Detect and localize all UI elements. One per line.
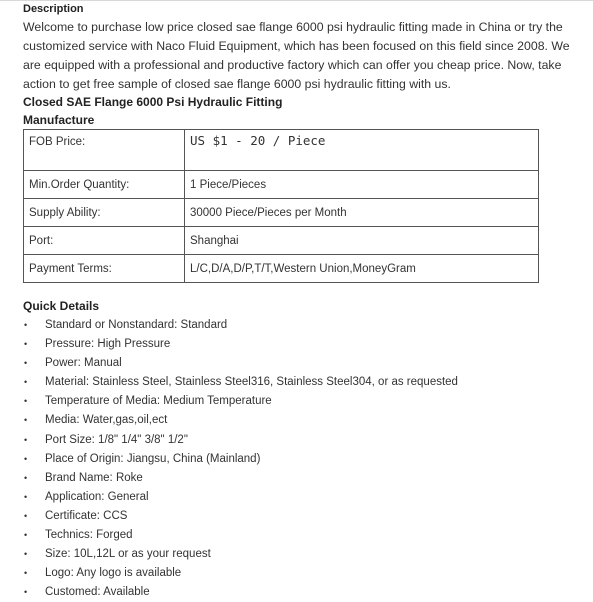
list-item bbox=[23, 507, 458, 526]
list-item bbox=[23, 564, 458, 583]
fob-price-key: FOB Price: bbox=[24, 130, 185, 171]
list-item-text: Size: 10L,12L or as your request bbox=[45, 548, 211, 561]
bullet-icon: • bbox=[24, 491, 28, 502]
bullet-icon: • bbox=[24, 415, 28, 426]
bullet-icon: • bbox=[24, 396, 28, 407]
list-item-text: Logo: Any logo is available bbox=[45, 567, 182, 580]
description-label: Description bbox=[23, 3, 84, 15]
port-key: Port: bbox=[24, 227, 185, 255]
spec-table bbox=[23, 129, 539, 283]
min-order-value: 1 Piece/Pieces bbox=[185, 171, 539, 199]
fob-price-value: US $1 - 20 / Piece bbox=[185, 130, 539, 171]
list-item bbox=[23, 316, 458, 335]
payment-terms-key: Payment Terms: bbox=[24, 255, 185, 283]
quick-details-label: Quick Details bbox=[23, 299, 100, 313]
list-item bbox=[23, 335, 458, 354]
table-row bbox=[24, 255, 539, 283]
list-item bbox=[23, 450, 458, 469]
supply-ability-value: 30000 Piece/Pieces per Month bbox=[185, 199, 539, 227]
list-item-text: Port Size: 1/8" 1/4" 3/8" 1/2" bbox=[45, 433, 188, 446]
product-title: Closed SAE Flange 6000 Psi Hydraulic Fitting bbox=[23, 95, 283, 109]
manufacture-label: Manufacture bbox=[23, 113, 95, 127]
list-item bbox=[23, 545, 458, 564]
table-row bbox=[24, 199, 539, 227]
list-item-text: Brand Name: Roke bbox=[45, 471, 143, 484]
list-item bbox=[23, 392, 458, 411]
quick-details-list bbox=[23, 316, 458, 602]
bullet-icon: • bbox=[24, 568, 28, 579]
bullet-icon: • bbox=[24, 358, 28, 369]
list-item-text: Material: Stainless Steel, Stainless Steel316, Stainless Steel304, or as requested bbox=[45, 376, 458, 389]
table-row bbox=[24, 171, 539, 199]
supply-ability-key: Supply Ability: bbox=[24, 199, 185, 227]
list-item-text: Pressure: High Pressure bbox=[45, 338, 171, 351]
list-item bbox=[23, 583, 458, 602]
list-item-text: Place of Origin: Jiangsu, China (Mainland) bbox=[45, 452, 261, 465]
bullet-icon: • bbox=[24, 339, 28, 350]
list-item bbox=[23, 488, 458, 507]
intro-paragraph: Welcome to purchase low price closed sae flange 6000 psi hydraulic fitting made in China or try the customized service with Naco Fluid Equipment, which has been focused on this field since 2008. We are equipped with a professional and productive factory which can offer you cheap price. Now, take action to get free sample of closed sae flange 6000 psi hydraulic fitting with us. bbox=[23, 20, 570, 91]
bullet-icon: • bbox=[24, 510, 28, 521]
list-item-text: Temperature of Media: Medium Temperature bbox=[45, 395, 272, 408]
list-item bbox=[23, 354, 458, 373]
list-item-text: Power: Manual bbox=[45, 357, 122, 370]
bullet-icon: • bbox=[24, 549, 28, 560]
table-row bbox=[24, 227, 539, 255]
payment-terms-value: L/C,D/A,D/P,T/T,Western Union,MoneyGram bbox=[185, 255, 539, 283]
bullet-icon: • bbox=[24, 434, 28, 445]
list-item bbox=[23, 469, 458, 488]
bullet-icon: • bbox=[24, 472, 28, 483]
list-item-text: Application: General bbox=[45, 490, 149, 503]
list-item-text: Technics: Forged bbox=[45, 529, 133, 542]
bullet-icon: • bbox=[24, 377, 28, 388]
list-item-text: Media: Water,gas,oil,ect bbox=[45, 414, 168, 427]
list-item-text: Customed: Available bbox=[45, 586, 150, 599]
top-divider bbox=[0, 0, 593, 1]
list-item bbox=[23, 373, 458, 392]
table-row bbox=[24, 130, 539, 171]
list-item-text: Standard or Nonstandard: Standard bbox=[45, 319, 228, 331]
list-item bbox=[23, 526, 458, 545]
bullet-icon: • bbox=[24, 587, 28, 598]
bullet-icon: • bbox=[24, 530, 28, 541]
port-value: Shanghai bbox=[185, 227, 539, 255]
bullet-icon: • bbox=[24, 320, 28, 330]
min-order-key: Min.Order Quantity: bbox=[24, 171, 185, 199]
bullet-icon: • bbox=[24, 453, 28, 464]
list-item bbox=[23, 431, 458, 450]
list-item-text: Certificate: CCS bbox=[45, 509, 128, 522]
list-item bbox=[23, 411, 458, 430]
